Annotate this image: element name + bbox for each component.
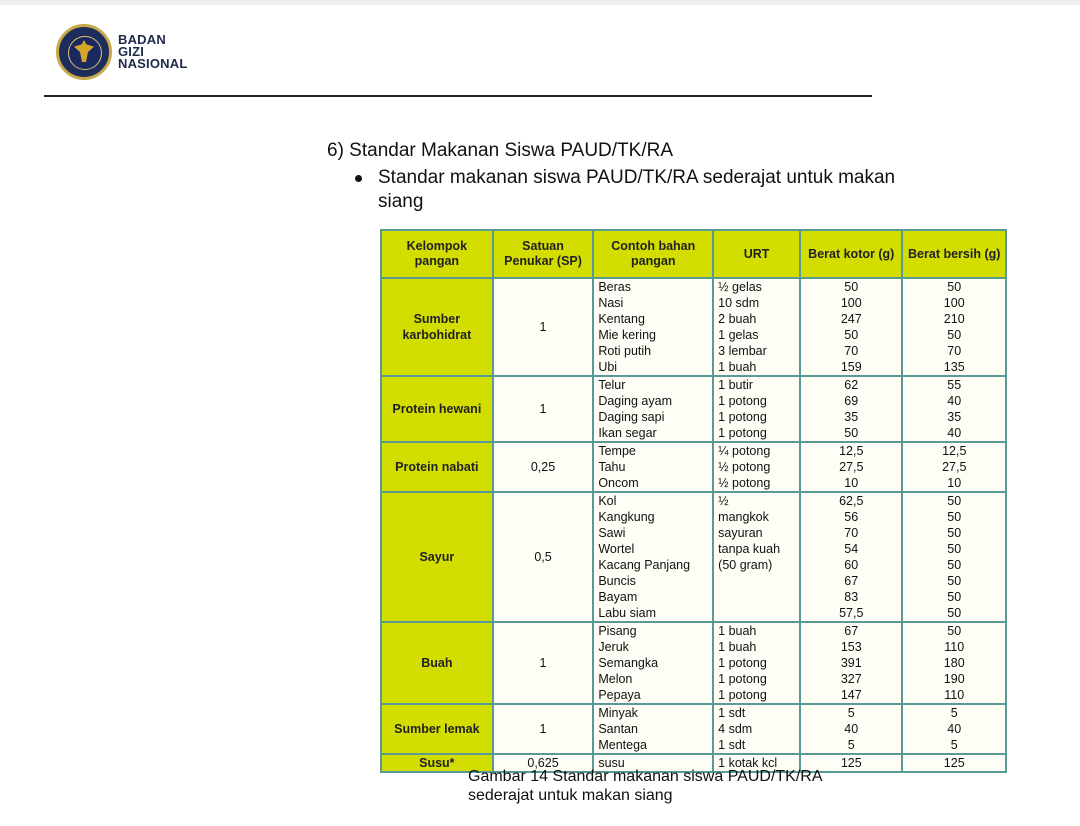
header-divider xyxy=(44,95,872,97)
food-item: Wortel xyxy=(598,542,635,556)
group-name-cell: Sumber karbohidrat xyxy=(381,278,493,376)
berat-kotor-value: 247 xyxy=(840,312,862,326)
berat-kotor-value: 40 xyxy=(844,722,859,736)
food-item: Daging ayam xyxy=(598,394,672,408)
table-row xyxy=(381,622,1006,704)
sp-cell: 0,625 xyxy=(493,754,594,772)
berat-kotor-cell xyxy=(800,376,902,442)
sp-cell: 0,25 xyxy=(493,442,594,492)
food-item: Labu siam xyxy=(598,606,657,620)
header-kelompok: Kelompok pangan xyxy=(381,230,493,278)
urt-item: (50 gram) xyxy=(718,558,773,572)
urt-item: 1 butir xyxy=(718,378,753,392)
urt-item: 10 sdm xyxy=(718,296,760,310)
food-item: Roti putih xyxy=(598,344,652,358)
berat-bersih-value: 70 xyxy=(947,344,962,358)
berat-bersih-value: 50 xyxy=(947,624,962,638)
food-item: Tempe xyxy=(598,444,636,458)
berat-bersih-value: 210 xyxy=(943,312,965,326)
berat-kotor-value: 327 xyxy=(840,672,862,686)
berat-kotor-value: 62,5 xyxy=(839,494,864,508)
sp-cell: 1 xyxy=(493,278,594,376)
berat-bersih-value: 5 xyxy=(950,738,958,752)
urt-item: 1 sdt xyxy=(718,706,746,720)
urt-item: ¼ potong xyxy=(718,444,771,458)
header-contoh: Contoh bahan pangan xyxy=(593,230,713,278)
food-item: Sawi xyxy=(598,526,626,540)
header-berat-bersih: Berat bersih (g) xyxy=(902,230,1006,278)
table-row xyxy=(381,492,1006,622)
group-name-cell: Susu* xyxy=(381,754,493,772)
header-urt: URT xyxy=(713,230,800,278)
berat-kotor-value: 69 xyxy=(844,394,859,408)
berat-bersih-value: 5 xyxy=(950,706,958,720)
food-item: Kentang xyxy=(598,312,645,326)
urt-item: ½ potong xyxy=(718,460,771,474)
table-header-row xyxy=(381,230,1006,278)
food-list-cell xyxy=(593,622,713,704)
table-row xyxy=(381,278,1006,376)
berat-bersih-value: 55 xyxy=(947,378,962,392)
berat-kotor-value: 5 xyxy=(847,706,855,720)
berat-kotor-value: 35 xyxy=(844,410,859,424)
food-item: Bayam xyxy=(598,590,638,604)
berat-kotor-cell xyxy=(800,442,902,492)
food-item: Mentega xyxy=(598,738,647,752)
berat-bersih-value: 50 xyxy=(947,558,962,572)
berat-bersih-value: 50 xyxy=(947,280,962,294)
berat-bersih-value: 50 xyxy=(947,542,962,556)
urt-item: 4 sdm xyxy=(718,722,753,736)
berat-kotor-value: 67 xyxy=(844,624,859,638)
food-item: Telur xyxy=(598,378,626,392)
table-row xyxy=(381,704,1006,754)
berat-bersih-value: 10 xyxy=(947,476,962,490)
food-item: Jeruk xyxy=(598,640,629,654)
berat-bersih-value: 12,5 xyxy=(942,444,967,458)
food-item: Santan xyxy=(598,722,638,736)
berat-bersih-cell xyxy=(902,704,1006,754)
food-item: Tahu xyxy=(598,460,626,474)
top-bar xyxy=(0,0,1080,5)
logo-line: GIZI xyxy=(118,44,145,59)
food-item: Kangkung xyxy=(598,510,655,524)
berat-kotor-value: 50 xyxy=(844,280,859,294)
food-item: Melon xyxy=(598,672,633,686)
berat-bersih-value: 27,5 xyxy=(942,460,967,474)
berat-kotor-value: 5 xyxy=(847,738,855,752)
berat-kotor-value: 10 xyxy=(844,476,859,490)
berat-kotor-cell xyxy=(800,278,902,376)
urt-item: 3 lembar xyxy=(718,344,767,358)
berat-kotor-value: 12,5 xyxy=(839,444,864,458)
urt-item: ½ xyxy=(718,494,729,508)
berat-bersih-value: 40 xyxy=(947,426,962,440)
food-item: Minyak xyxy=(598,706,638,720)
logo-line: NASIONAL xyxy=(118,56,188,71)
group-name-cell: Protein nabati xyxy=(381,442,493,492)
berat-bersih-cell xyxy=(902,754,1006,772)
berat-kotor-value: 83 xyxy=(844,590,859,604)
berat-bersih-value: 125 xyxy=(943,756,965,770)
berat-bersih-cell xyxy=(902,278,1006,376)
logo-text xyxy=(118,34,188,70)
group-name-cell: Sumber lemak xyxy=(381,704,493,754)
berat-kotor-value: 70 xyxy=(844,344,859,358)
berat-kotor-cell xyxy=(800,622,902,704)
logo-line: BADAN xyxy=(118,32,166,47)
berat-bersih-value: 110 xyxy=(944,640,965,654)
berat-bersih-cell xyxy=(902,492,1006,622)
berat-kotor-value: 27,5 xyxy=(839,460,864,474)
berat-bersih-value: 50 xyxy=(947,590,962,604)
urt-item: 1 potong xyxy=(718,394,767,408)
urt-item: 1 sdt xyxy=(718,738,746,752)
food-item: Daging sapi xyxy=(598,410,665,424)
food-item: Nasi xyxy=(598,296,624,310)
garuda-emblem-icon xyxy=(56,24,112,80)
berat-kotor-value: 60 xyxy=(844,558,859,572)
group-name-cell: Protein hewani xyxy=(381,376,493,442)
urt-item: 1 gelas xyxy=(718,328,759,342)
urt-item: mangkok xyxy=(718,510,769,524)
berat-kotor-cell xyxy=(800,492,902,622)
urt-item: 1 buah xyxy=(718,624,757,638)
urt-cell xyxy=(713,442,800,492)
berat-bersih-value: 50 xyxy=(947,526,962,540)
group-name-cell: Buah xyxy=(381,622,493,704)
sp-cell: 1 xyxy=(493,622,594,704)
food-list-cell xyxy=(593,376,713,442)
food-item: Kol xyxy=(598,494,617,508)
urt-cell xyxy=(713,492,800,622)
berat-bersih-value: 50 xyxy=(947,494,962,508)
urt-item: sayuran xyxy=(718,526,763,540)
bullet-item xyxy=(355,166,915,214)
caption-line: Gambar 14 Standar makanan siswa PAUD/TK/RA xyxy=(468,768,823,785)
food-list-cell xyxy=(593,278,713,376)
food-item: Pisang xyxy=(598,624,637,638)
berat-bersih-cell xyxy=(902,622,1006,704)
food-list-cell xyxy=(593,442,713,492)
berat-bersih-cell xyxy=(902,442,1006,492)
sp-cell: 0,5 xyxy=(493,492,594,622)
berat-kotor-value: 153 xyxy=(840,640,862,654)
berat-bersih-value: 190 xyxy=(943,672,965,686)
berat-kotor-value: 100 xyxy=(840,296,862,310)
food-item: Ubi xyxy=(598,360,618,374)
berat-kotor-value: 159 xyxy=(840,360,862,374)
urt-cell xyxy=(713,376,800,442)
food-item: susu xyxy=(598,756,625,770)
urt-item: 1 potong xyxy=(718,426,767,440)
berat-bersih-value: 100 xyxy=(943,296,965,310)
food-item: Buncis xyxy=(598,574,636,588)
berat-bersih-value: 50 xyxy=(947,510,962,524)
figure-caption xyxy=(468,767,823,805)
urt-item: ½ gelas xyxy=(718,280,762,294)
berat-bersih-value: 180 xyxy=(943,656,965,670)
berat-kotor-value: 50 xyxy=(844,426,859,440)
sp-cell: 1 xyxy=(493,376,594,442)
bullet-text: Standar makanan siswa PAUD/TK/RA sederajat untuk makan siang xyxy=(378,167,896,212)
food-item: Beras xyxy=(598,280,631,294)
urt-item: ½ potong xyxy=(718,476,771,490)
food-item: Kacang Panjang xyxy=(598,558,691,572)
urt-item: 1 potong xyxy=(718,688,767,702)
bullet-icon xyxy=(355,175,362,182)
urt-item: 1 buah xyxy=(718,360,757,374)
sp-cell: 1 xyxy=(493,704,594,754)
food-item: Pepaya xyxy=(598,688,641,702)
berat-bersih-value: 40 xyxy=(947,722,962,736)
urt-item: 1 potong xyxy=(718,656,767,670)
badan-gizi-nasional-logo xyxy=(56,24,188,80)
urt-cell xyxy=(713,622,800,704)
berat-bersih-value: 50 xyxy=(947,328,962,342)
berat-kotor-value: 147 xyxy=(840,688,862,702)
food-item: Ikan segar xyxy=(598,426,657,440)
berat-kotor-value: 70 xyxy=(844,526,859,540)
urt-cell xyxy=(713,704,800,754)
section-heading: 6) Standar Makanan Siswa PAUD/TK/RA xyxy=(327,140,674,161)
urt-item: 2 buah xyxy=(718,312,757,326)
berat-bersih-value: 50 xyxy=(947,606,962,620)
food-item: Semangka xyxy=(598,656,659,670)
urt-item: 1 potong xyxy=(718,672,767,686)
urt-cell xyxy=(713,278,800,376)
berat-bersih-value: 35 xyxy=(947,410,962,424)
urt-item: tanpa kuah xyxy=(718,542,781,556)
header-sp: Satuan Penukar (SP) xyxy=(493,230,594,278)
food-list-cell xyxy=(593,704,713,754)
urt-item: 1 kotak kcl xyxy=(718,756,778,770)
berat-kotor-value: 67 xyxy=(844,574,859,588)
table-row xyxy=(381,376,1006,442)
berat-kotor-cell xyxy=(800,704,902,754)
food-standard-table xyxy=(380,229,1007,773)
caption-line: sederajat untuk makan siang xyxy=(468,787,673,804)
berat-kotor-value: 62 xyxy=(844,378,859,392)
berat-bersih-value: 50 xyxy=(947,574,962,588)
table-row xyxy=(381,442,1006,492)
urt-item: 1 potong xyxy=(718,410,767,424)
food-item: Mie kering xyxy=(598,328,656,342)
berat-bersih-value: 40 xyxy=(947,394,962,408)
berat-bersih-value: 110 xyxy=(944,688,965,702)
berat-kotor-value: 56 xyxy=(844,510,859,524)
urt-item: 1 buah xyxy=(718,640,757,654)
berat-kotor-value: 57,5 xyxy=(839,606,864,620)
group-name-cell: Sayur xyxy=(381,492,493,622)
food-item: Oncom xyxy=(598,476,639,490)
food-list-cell xyxy=(593,492,713,622)
berat-bersih-value: 135 xyxy=(943,360,965,374)
berat-kotor-value: 50 xyxy=(844,328,859,342)
berat-kotor-value: 391 xyxy=(840,656,862,670)
header-berat-kotor: Berat kotor (g) xyxy=(800,230,902,278)
berat-kotor-value: 54 xyxy=(844,542,859,556)
berat-bersih-cell xyxy=(902,376,1006,442)
berat-kotor-value: 125 xyxy=(840,756,862,770)
